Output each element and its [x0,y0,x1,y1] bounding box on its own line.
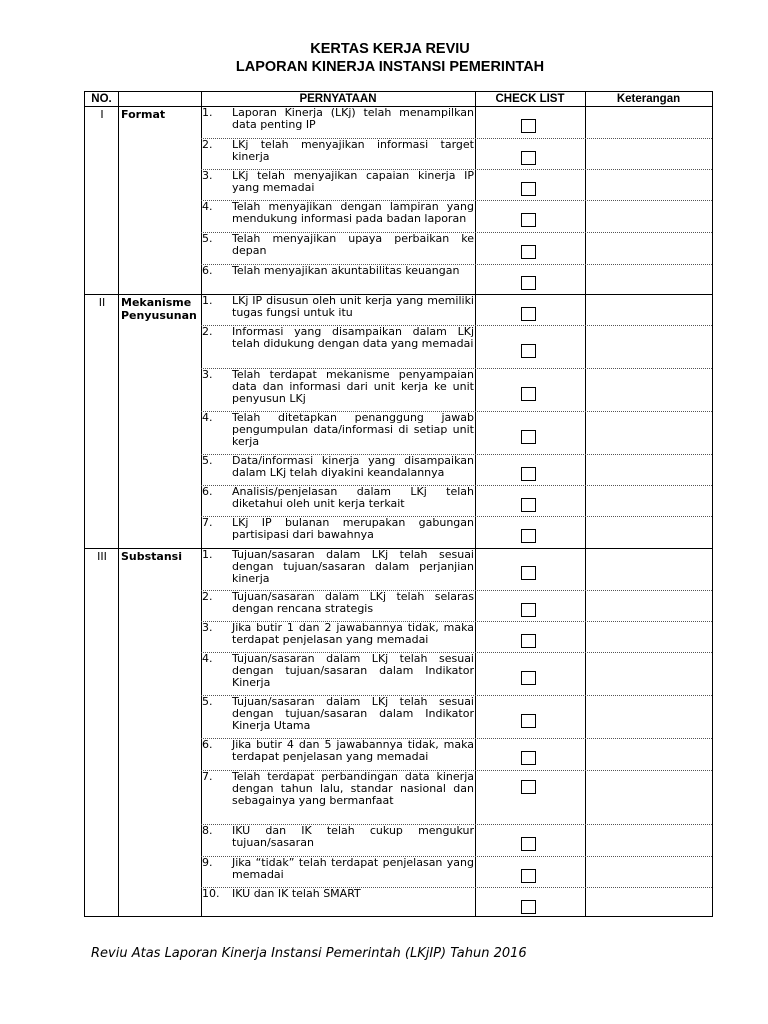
item-number: 1. [202,106,213,119]
item-statement: Tujuan/sasaran dalam LKj telah sesuai dengan tujuan/sasaran dalam Indikator Kinerja Utama [232,695,474,732]
check-box[interactable] [521,671,536,685]
check-box[interactable] [521,603,536,617]
document-title [0,40,768,76]
item-statement: Telah menyajikan upaya perbaikan ke depan [232,232,474,257]
item-number: 9. [202,856,213,869]
check-box[interactable] [521,245,536,259]
item-number: 2. [202,325,213,338]
item-number: 2. [202,590,213,603]
item-statement: Tujuan/sasaran dalam LKj telah selaras dengan rencana strategis [232,590,474,615]
section-title: Substansi [121,550,183,563]
check-box[interactable] [521,430,536,444]
check-box[interactable] [521,529,536,543]
item-statement: Analisis/penjelasan dalam LKj telah diketahui oleh unit kerja terkait [232,485,474,510]
check-box[interactable] [521,714,536,728]
item-statement: LKj IP bulanan merupakan gabungan partisipasi dari bawahnya [232,516,474,541]
title-line-1: KERTAS KERJA REVIU [310,41,470,57]
item-number: 6. [202,738,213,751]
column-divider [585,92,586,916]
item-number: 10. [202,887,220,900]
check-box[interactable] [521,344,536,358]
check-box[interactable] [521,566,536,580]
check-box[interactable] [521,387,536,401]
item-statement: Jika butir 1 dan 2 jawabannya tidak, maka terdapat penjelasan yang memadai [232,621,474,646]
item-number: 2. [202,138,213,151]
item-number: 7. [202,770,213,783]
item-statement: Informasi yang disampaikan dalam LKj telah didukung dengan data yang memadai [232,325,474,350]
check-box[interactable] [521,634,536,648]
item-statement: Tujuan/sasaran dalam LKj telah sesuai dengan tujuan/sasaran dalam perjanjian kinerja [232,548,474,585]
column-divider [475,92,476,916]
section-number: I [100,108,104,121]
item-statement: Telah menyajikan dengan lampiran yang mendukung informasi pada badan laporan [232,200,474,225]
item-number: 4. [202,411,213,424]
item-number: 8. [202,824,213,837]
header-pernyataan: PERNYATAAN [299,93,377,105]
check-box[interactable] [521,213,536,227]
item-number: 4. [202,652,213,665]
item-statement: LKj telah menyajikan capaian kinerja IP yang memadai [232,169,474,194]
item-number: 1. [202,548,213,561]
item-statement: Telah ditetapkan penanggung jawab pengumpulan data/informasi di setiap unit kerja [232,411,474,448]
item-number: 3. [202,621,213,634]
item-number: 7. [202,516,213,529]
section-title: Format [121,108,166,121]
item-number: 1. [202,294,213,307]
header-keterangan: Keterangan [616,93,681,105]
item-number: 5. [202,232,213,245]
check-box[interactable] [521,780,536,794]
check-box[interactable] [521,837,536,851]
item-number: 3. [202,169,213,182]
checklist-table [84,91,713,917]
header-checklist: CHECK LIST [495,93,565,105]
header-no: NO. [91,93,112,105]
item-statement: LKj IP disusun oleh unit kerja yang memiliki tugas fungsi untuk itu [232,294,474,319]
check-box[interactable] [521,751,536,765]
check-box[interactable] [521,182,536,196]
item-number: 4. [202,200,213,213]
check-box[interactable] [521,498,536,512]
item-number: 3. [202,368,213,381]
section-number: II [98,296,106,309]
title-line-2: LAPORAN KINERJA INSTANSI PEMERINTAH [235,59,545,75]
item-statement: Laporan Kinerja (LKj) telah menampilkan data penting IP [232,106,474,131]
item-statement: Jika butir 4 dan 5 jawabannya tidak, maka terdapat penjelasan yang memadai [232,738,474,763]
check-box[interactable] [521,307,536,321]
check-box[interactable] [521,151,536,165]
section-number: III [97,550,107,563]
check-box[interactable] [521,119,536,133]
check-box[interactable] [521,276,536,290]
item-statement: LKj telah menyajikan informasi target kinerja [232,138,474,163]
item-statement: Tujuan/sasaran dalam LKj telah sesuai dengan tujuan/sasaran dalam Indikator Kinerja [232,652,474,689]
item-statement: Telah terdapat mekanisme penyampaian data dan informasi dari unit kerja ke unit penyusun LKj [232,368,474,405]
check-box[interactable] [521,900,536,914]
item-number: 5. [202,695,213,708]
item-statement: Data/informasi kinerja yang disampaikan dalam LKj telah diyakini keandalannya [232,454,474,479]
item-statement: IKU dan IK telah cukup mengukur tujuan/sasaran [232,824,474,849]
column-divider [201,92,202,916]
page-footer: Reviu Atas Laporan Kinerja Instansi Pemerintah (LKjIP) Tahun 2016 [91,946,527,961]
check-box[interactable] [521,869,536,883]
item-statement: Telah menyajikan akuntabilitas keuangan [232,264,460,277]
item-number: 5. [202,454,213,467]
item-number: 6. [202,264,213,277]
section-title: Mekanisme Penyusunan [121,296,197,322]
item-statement: Telah terdapat perbandingan data kinerja dengan tahun lalu, standar nasional dan sebagainya yang bermanfaat [232,770,474,807]
check-box[interactable] [521,467,536,481]
column-divider [118,92,119,916]
item-statement: IKU dan IK telah SMART [232,887,361,900]
item-number: 6. [202,485,213,498]
item-statement: Jika “tidak” telah terdapat penjelasan yang memadai [232,856,474,881]
